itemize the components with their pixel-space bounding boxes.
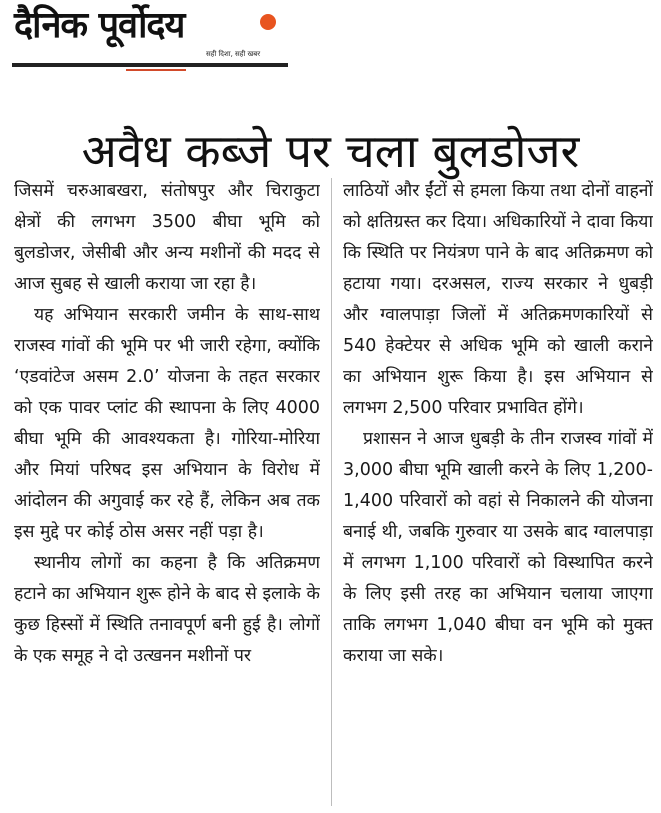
brand-tagline: सही दिशा, सही खबर bbox=[206, 50, 261, 58]
newspaper-brand: दैनिक पूर्वोदय bbox=[14, 5, 185, 46]
paragraph: यह अभियान सरकारी जमीन के साथ-साथ राजस्व गांवों की भूमि पर भी जारी रहेगा, क्योंकि ‘एडवांटेज असम 2.0’ योजना के तहत सरकार को एक पावर प्लांट की स्थापना के लिए 4000 बीघा भूमि की आवश्यकता है। गोरिया-मोरिया और मियां परिषद इस अभियान के विरोध में आंदोलन की अगुवाई कर रहे हैं, लेकिन अब तक इस मुद्दे पर कोई ठोस असर नहीं पड़ा है। bbox=[14, 305, 320, 542]
article-column-right bbox=[343, 176, 653, 808]
paragraph: प्रशासन ने आज धुबड़ी के तीन राजस्व गांवों में 3,000 बीघा भूमि खाली करने के लिए 1,200-1,400 परिवारों को वहां से निकालने की योजना बनाई थी, जबकि गुरुवार या उसके बाद ग्वालपाड़ा में लगभग 1,100 परिवारों को विस्थापित करने के लिए इसी तरह का अभियान चलाया जाएगा ताकि लगभग 1,040 बीघा वन भूमि को मुक्त कराया जा सके। bbox=[343, 429, 653, 666]
paragraph: जिसमें चरुआबखरा, संतोषपुर और चिराकुटा क्षेत्रों की लगभग 3500 बीघा भूमि को बुलडोजर, जेसीबी और अन्य मशीनों की मदद से आज सुबह से खाली कराया जा रहा है। bbox=[14, 181, 320, 294]
brand-dot-icon bbox=[260, 14, 276, 30]
masthead-accent-rule bbox=[126, 69, 186, 71]
masthead bbox=[8, 0, 290, 72]
article-column-left bbox=[14, 176, 320, 808]
paragraph: स्थानीय लोगों का कहना है कि अतिक्रमण हटाने का अभियान शुरू होने के बाद से इलाके के कुछ हिस्सों में स्थिति तनावपूर्ण बनी हुई है। लोगों के एक समूह ने दो उत्खनन मशीनों पर bbox=[14, 553, 320, 666]
paragraph: लाठियों और ईंटों से हमला किया तथा दोनों वाहनों को क्षतिग्रस्त कर दिया। अधिकारियों ने दावा किया कि स्थिति पर नियंत्रण पाने के बाद अतिक्रमण को हटाया गया। दरअसल, राज्य सरकार ने धुबड़ी और ग्वालपाड़ा जिलों में अतिक्रमणकारियों से 540 हेक्टेयर से अधिक भूमि को खाली कराने का अभियान शुरू किया है। इस अभियान से लगभग 2,500 परिवार प्रभावित होंगे। bbox=[343, 181, 653, 418]
column-divider bbox=[331, 178, 332, 806]
masthead-rule bbox=[12, 63, 288, 67]
article-headline: अवैध कब्जे पर चला बुलडोजर bbox=[81, 123, 580, 178]
